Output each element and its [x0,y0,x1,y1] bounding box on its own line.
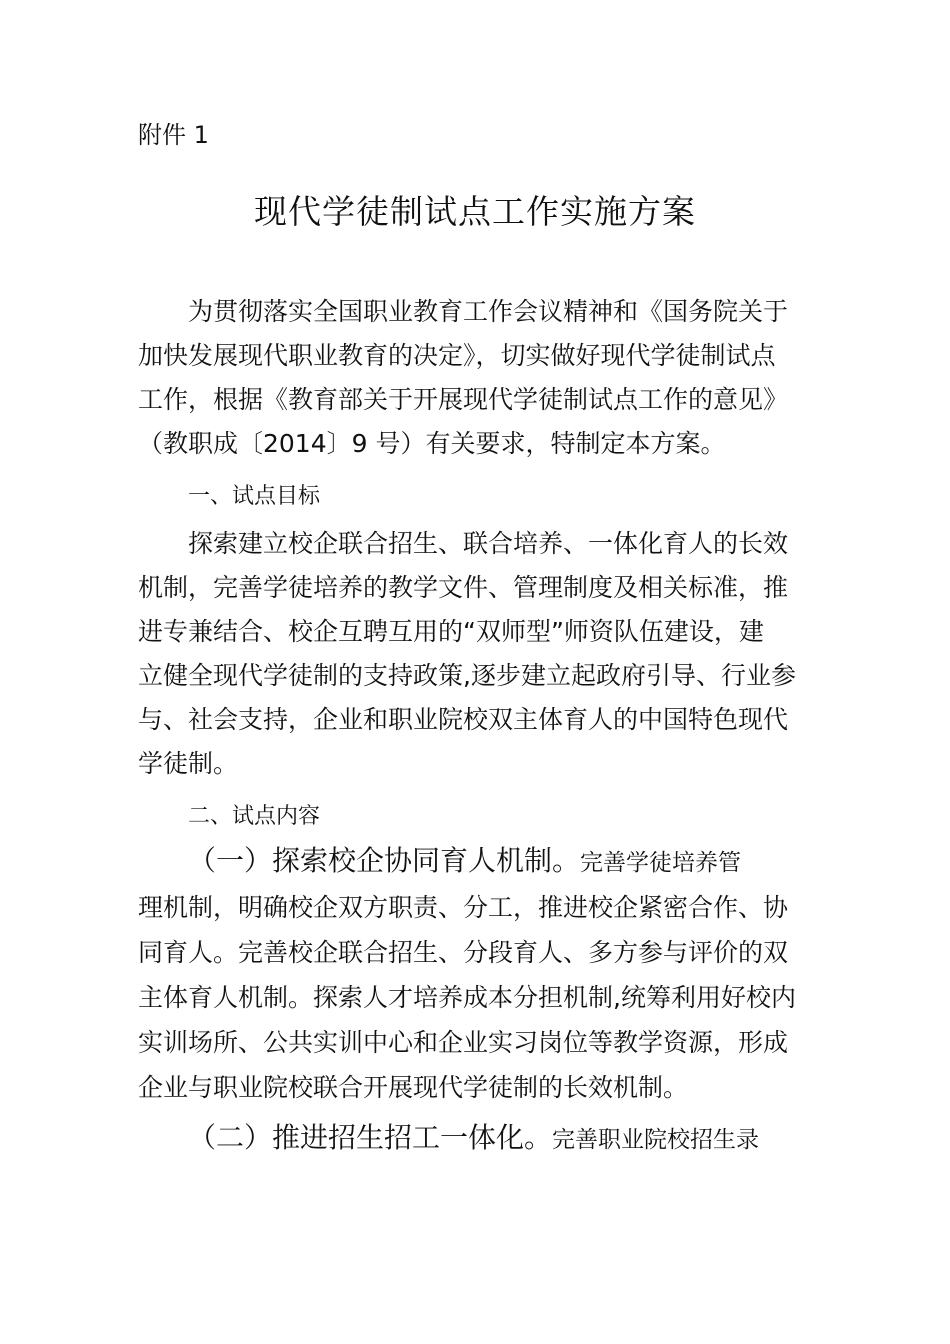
intro-line: 为贯彻落实全国职业教育工作会议精神和《国务院关于 [188,297,789,326]
item1-line: 同育人。完善校企联合招生、分段育人、多方参与评价的双 [138,938,789,967]
intro-line: 加快发展现代职业教育的决定》，切实做好现代学徒制试点 [138,341,776,370]
intro-line: （教职成〔2014〕9 号）有关要求，特制定本方案。 [138,429,726,458]
attachment-label: 附件 1 [138,121,209,149]
item2-label: （二）推进招生招工一体化。 [188,1121,553,1154]
section-heading: 一、试点目标 [188,484,321,509]
item1-line: 理机制，明确校企双方职责、分工，推进校企紧密合作、协 [138,893,789,922]
section1-line: 探索建立校企联合招生、联合培养、一体化育人的长效 [188,529,789,558]
document-title: 现代学徒制试点工作实施方案 [254,192,696,231]
item1-line: 主体育人机制。探索人才培养成本分担机制,统筹利用好校内 [138,983,796,1012]
section1-line: 机制，完善学徒培养的教学文件、管理制度及相关标准，推 [138,573,789,602]
item2-first-line [188,1120,759,1158]
section1-line: 与、社会支持，企业和职业院校双主体育人的中国特色现代 [138,705,789,734]
item1-line: 实训场所、公共实训中心和企业实习岗位等教学资源，形成 [138,1028,789,1057]
section-heading: 二、试点内容 [188,804,321,829]
item2-text: 完善职业院校招生录 [552,1127,760,1153]
item1-line: 企业与职业院校联合开展现代学徒制的长效机制。 [138,1073,689,1102]
item1-label: （一）探索校企协同育人机制。 [188,844,581,877]
section1-line: 学徒制。 [138,749,239,778]
item1-text: 完善学徒培养管 [580,850,742,876]
item1-first-line [188,843,741,881]
section1-line: 立健全现代学徒制的支持政策,逐步建立起政府引导、行业参 [138,661,796,690]
section1-line: 进专兼结合、校企互聘互用的“双师型”师资队伍建设，建 [138,617,764,646]
intro-line: 工作，根据《教育部关于开展现代学徒制试点工作的意见》 [138,385,789,414]
